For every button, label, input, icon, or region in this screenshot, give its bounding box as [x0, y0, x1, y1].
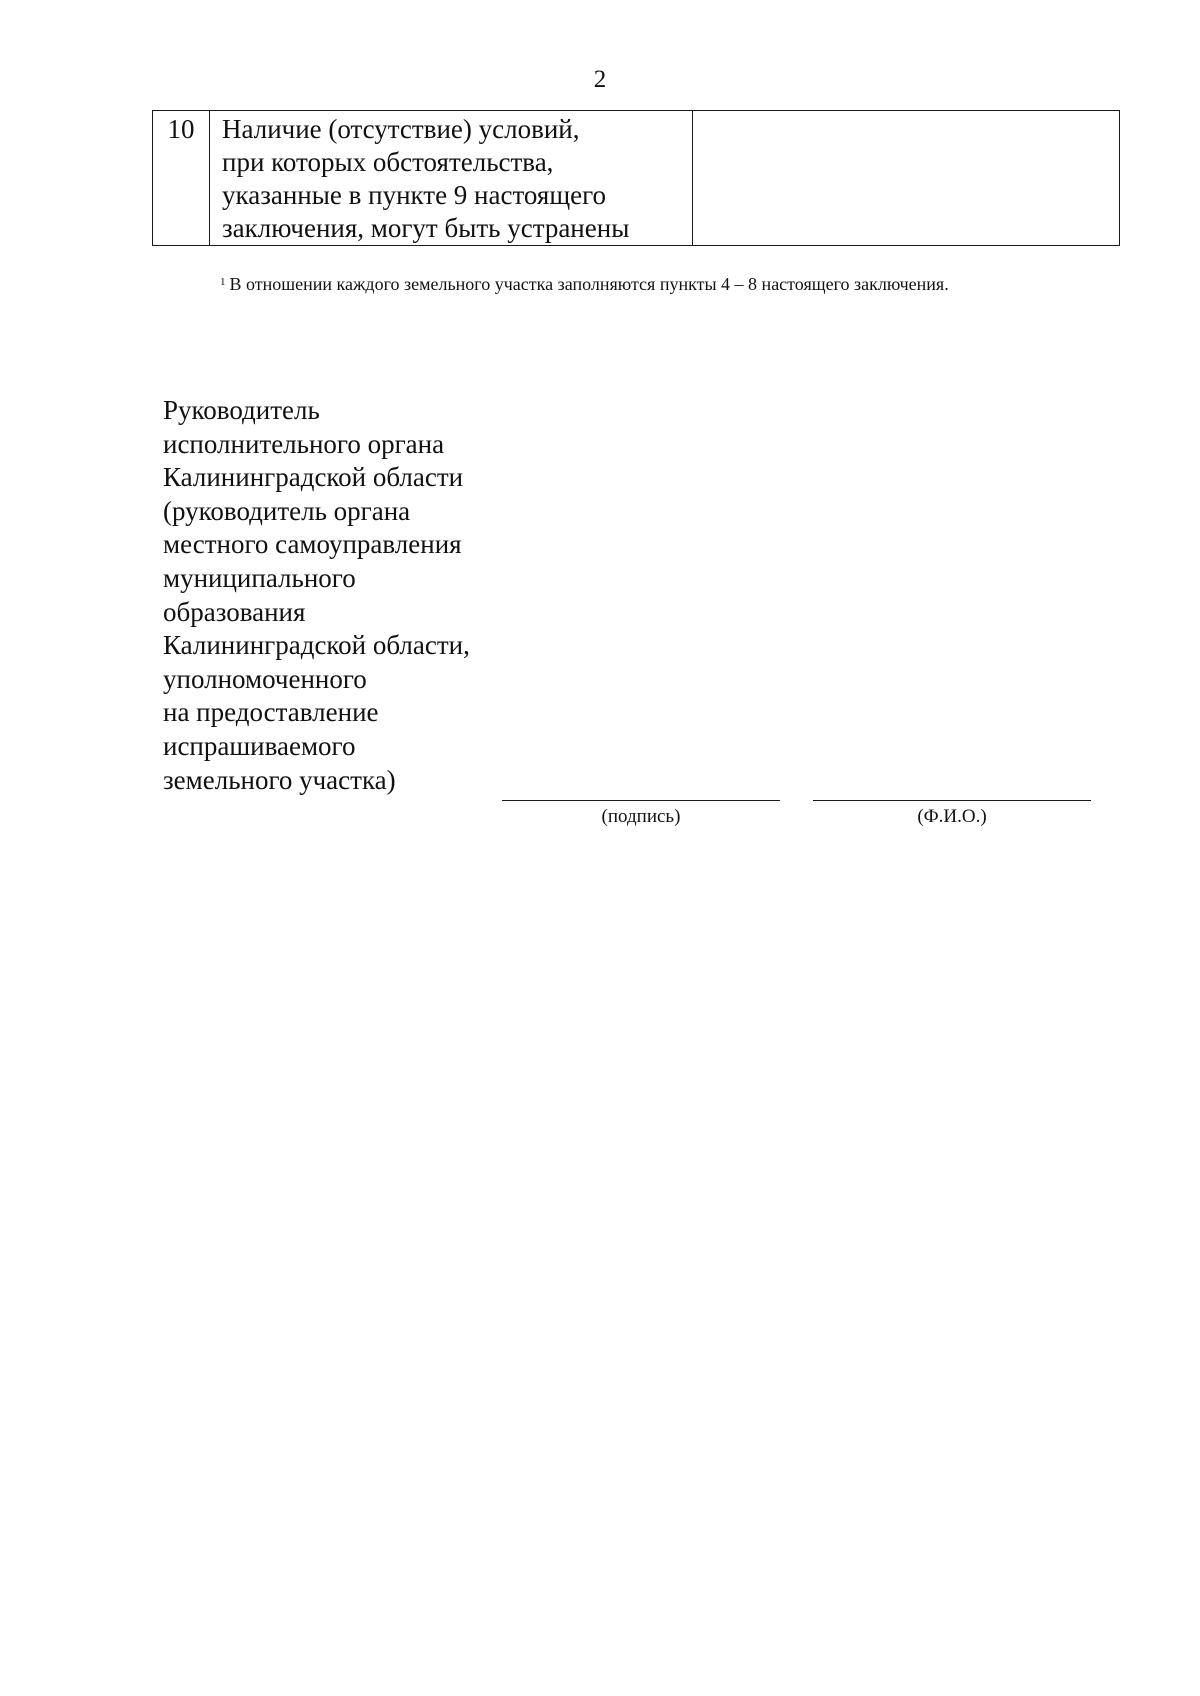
row-label-line: заключения, могут быть устранены [222, 213, 630, 243]
page-number: 2 [593, 66, 607, 93]
signer-line: на предоставление [163, 697, 379, 728]
footnote [220, 273, 949, 295]
signer-line: (руководитель органа [163, 495, 411, 526]
signer-line: местного самоуправления [163, 529, 462, 560]
signer-line: земельного участка) [163, 764, 396, 795]
signer-line: Калининградской области, [163, 630, 470, 661]
signer-line: уполномоченного [163, 663, 367, 694]
row-label-line: при которых обстоятельства, [222, 147, 554, 177]
signature-caption: (подпись) [601, 806, 681, 827]
signer-line: испрашиваемого [163, 730, 356, 761]
signer-line: муниципального [163, 562, 356, 593]
row-number: 10 [153, 111, 210, 246]
row-label [210, 111, 693, 246]
row-label-line: Наличие (отсутствие) условий, [222, 114, 580, 144]
conclusion-table [152, 110, 1120, 246]
fio-line [813, 800, 1091, 801]
signer-line: исполнительного органа [163, 428, 445, 459]
footnote-text: В отношении каждого земельного участка заполняются пункты 4 – 8 настоящего заключения. [229, 274, 949, 294]
fio-caption: (Ф.И.О.) [917, 806, 987, 827]
signer-line: образования [163, 596, 306, 627]
row-value-cell [693, 111, 1120, 246]
signer-line: Руководитель [163, 395, 320, 425]
row-label-line: указанные в пункте 9 настоящего [222, 180, 606, 210]
signer-line: Калининградской области [163, 462, 464, 493]
signature-line [502, 800, 780, 801]
table-row [153, 111, 1120, 246]
footnote-marker: 1 [220, 276, 226, 288]
signer-title [163, 394, 470, 797]
